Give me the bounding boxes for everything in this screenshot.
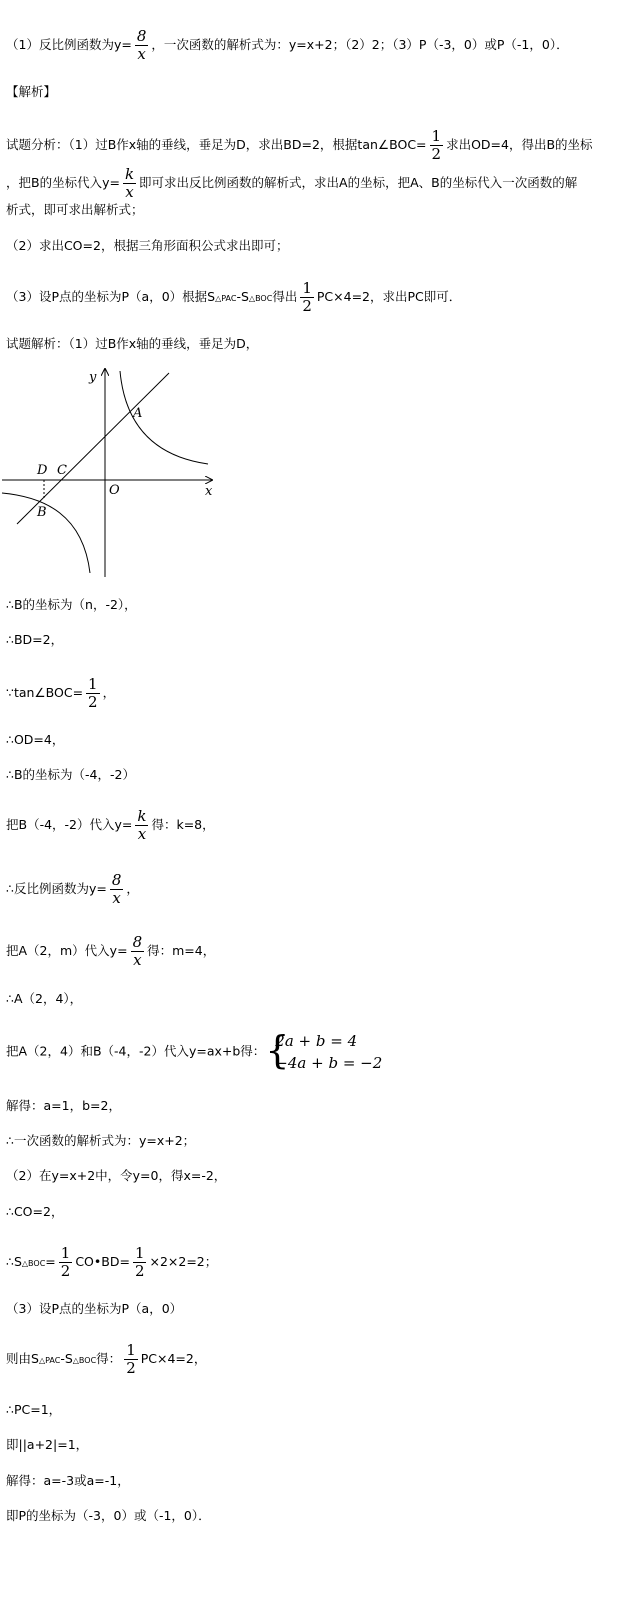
fraction-1-over-2: $\frac{1}{2}$ [431, 127, 442, 163]
label-d: D [37, 463, 48, 478]
solution-step: ∴S△BOC= $\frac{1}{2}$ CO•BD= $\frac{1}{2}$ ×2×2=2； [6, 1244, 218, 1280]
solution-intro: 试题解析：（1）过B作x轴的垂线，垂足为D， [6, 336, 259, 351]
solution-step: ∴BD=2， [6, 632, 64, 647]
solution-step: （3）设P点的坐标为P（a，0） [6, 1301, 183, 1316]
solution-step: ∵tan∠BOC= $\frac{1}{2}$ ， [6, 675, 116, 711]
solution-step: 即||a+2|=1， [6, 1437, 89, 1452]
solution-step: ∴PC=1， [6, 1402, 62, 1417]
fraction-1-over-2: $\frac{1}{2}$ [60, 1244, 71, 1280]
solution-step: 把B（-4，-2）代入y= $\frac{k}{x}$ 得：k=8， [6, 807, 215, 843]
solution-step: 解得：a=-3或a=-1， [6, 1473, 130, 1488]
solution-step: 解得：a=1，b=2， [6, 1098, 121, 1113]
solution-step: ∴反比例函数为y= $\frac{8}{x}$ ， [6, 871, 139, 907]
fraction-8-over-x: $\frac{8}{x}$ [132, 933, 143, 969]
fraction-k-over-x: $\frac{k}{x}$ [137, 807, 147, 843]
section-title: 【解析】 [6, 84, 57, 99]
fraction-1-over-2: $\frac{1}{2}$ [126, 1341, 136, 1377]
label-c: C [57, 463, 67, 478]
solution-step: ∴B的坐标为（-4，-2） [6, 767, 135, 782]
solution-step: 则由S△PAC-S△BOC得： $\frac{1}{2}$ PC×4=2， [6, 1341, 207, 1377]
left-brace-icon: { [265, 1028, 290, 1072]
analysis-line-3: 析式，即可求出解析式； [6, 202, 144, 217]
analysis-line-2: ，把B的坐标代入y= $\frac{k}{x}$ 即可求出反比例函数的解析式，求出A的坐标，把A、B的坐标代入一次函数的解 [6, 165, 578, 201]
fraction-1-over-2: $\frac{1}{2}$ [302, 279, 312, 315]
answer-part2-text: ，一次函数的解析式为：y=x+2；（2）2；（3）P（-3，0）或P（-1，0）． [151, 37, 569, 52]
label-x: x [205, 484, 213, 499]
solution-step: 即P的坐标为（-3，0）或（-1，0）． [6, 1508, 211, 1523]
fraction-8-over-x: $\frac{8}{x}$ [111, 871, 122, 907]
fraction-1-over-2: $\frac{1}{2}$ [134, 1244, 145, 1280]
solution-step: ∴OD=4， [6, 732, 65, 747]
solution-step: 把A（2，4）和B（-4，-2）代入y=ax+b得： { 2a + b = 4 −4a + b = −2 [6, 1028, 383, 1072]
label-o: O [109, 483, 120, 498]
label-y: y [89, 370, 97, 385]
solution-step: ∴一次函数的解析式为：y=x+2； [6, 1133, 196, 1148]
solution-step: ∴B的坐标为（n，-2）， [6, 597, 137, 612]
equation-system: { 2a + b = 4 −4a + b = −2 [265, 1028, 383, 1072]
analysis-line-1: 试题分析：（1）过B作x轴的垂线，垂足为D，求出BD=2，根据tan∠BOC= $\frac{1}{2}$ 求出OD=4，得出B的坐标 [6, 127, 593, 163]
solution-step: （2）在y=x+2中，令y=0，得x=-2， [6, 1168, 227, 1183]
label-b: B [37, 505, 47, 520]
solution-step: ∴CO=2， [6, 1204, 64, 1219]
analysis-line-4: （2）求出CO=2，根据三角形面积公式求出即可； [6, 238, 289, 253]
answer-line [6, 28, 569, 63]
answer-part1-text: （1）反比例函数为y= [6, 37, 132, 52]
fraction-k-over-x: $\frac{k}{x}$ [124, 165, 135, 201]
analysis-line-5: （3）设P点的坐标为P（a，0）根据S△PAC-S△BOC得出 $\frac{1}{2}$ PC×4=2，求出PC即可． [6, 279, 462, 315]
fraction-1-over-2: $\frac{1}{2}$ [88, 675, 98, 711]
coordinate-figure [0, 365, 230, 580]
solution-step: 把A（2，m）代入y= $\frac{8}{x}$ 得：m=4， [6, 933, 216, 969]
solution-step: ∴A（2，4）， [6, 991, 83, 1006]
label-a: A [133, 406, 143, 421]
fraction-8-over-x: $\frac{8}{x}$ [136, 27, 147, 63]
